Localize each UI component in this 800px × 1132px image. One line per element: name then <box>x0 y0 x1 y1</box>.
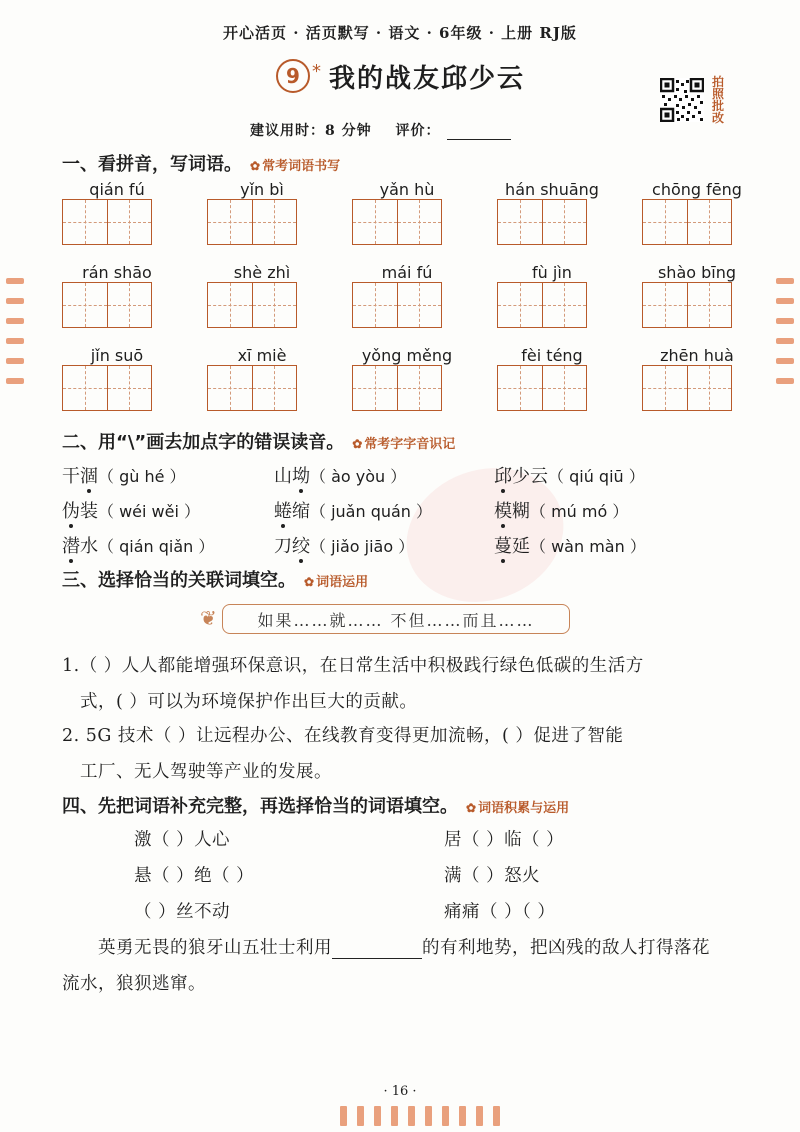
bottom-tick-strip <box>340 1106 500 1126</box>
pinyin-item: hán shuāng <box>497 180 607 245</box>
left-tick-strip <box>6 278 24 384</box>
writing-grid[interactable] <box>642 199 732 245</box>
pinyin-item: rán shāo <box>62 263 172 328</box>
pronunciation-item: 蔓延（ wàn màn ） <box>494 536 646 557</box>
writing-grid[interactable] <box>642 365 732 411</box>
section3-heading <box>62 566 368 592</box>
section3-tag: ✿ 词语运用 <box>304 575 369 590</box>
section1-heading <box>62 150 340 176</box>
pronunciation-item: 干涸（ gù hé ） <box>62 466 186 487</box>
pinyin-item: chōng fēng <box>642 180 752 245</box>
pinyin-item: fèi téng <box>497 346 607 411</box>
writing-grid[interactable] <box>352 199 442 245</box>
q2-line2: 工厂、无人驾驶等产业的发展。 <box>80 762 332 782</box>
series-header: 开心活页 · 活页默写 · 语文 · 6年级 · 上册 RJ版 <box>223 24 577 42</box>
pinyin-item: shè zhì <box>207 263 317 328</box>
pinyin-item: yǐn bì <box>207 180 317 245</box>
suggested-time: 建议用时：8 分钟 <box>250 123 372 139</box>
word-fill[interactable]: 满（ ）怒火 <box>444 866 541 886</box>
writing-grid[interactable] <box>497 199 587 245</box>
section1-tag: ✿ 常考词语书写 <box>250 159 341 174</box>
pronunciation-item: 刀绞（ jiǎo jiāo ） <box>274 536 415 557</box>
section2-title: 二、用“\”画去加点字的错误读音。 <box>62 432 345 453</box>
writing-grid[interactable] <box>642 282 732 328</box>
section2-tag: ✿ 常考字字音识记 <box>352 437 456 452</box>
writing-grid[interactable] <box>62 282 152 328</box>
writing-grid[interactable] <box>497 282 587 328</box>
fill-sentence-line2: 流水，狼狈逃窜。 <box>62 974 206 994</box>
section3-title: 三、选择恰当的关联词填空。 <box>62 570 296 591</box>
pinyin-row-2 <box>62 263 752 328</box>
right-tick-strip <box>776 278 794 384</box>
pinyin-item: mái fú <box>352 263 462 328</box>
word-fill[interactable]: 激（ ）人心 <box>134 830 231 850</box>
word-fill[interactable]: 居（ ）临（ ） <box>444 830 565 850</box>
q2-line1[interactable]: 2. 5G 技术（ ）让远程办公、在线教育变得更加流畅，( ）促进了智能 <box>62 726 624 746</box>
pronunciation-item: 山坳（ ào yòu ） <box>274 466 407 487</box>
rating-blank[interactable] <box>447 123 511 140</box>
writing-grid[interactable] <box>352 282 442 328</box>
writing-grid[interactable] <box>497 365 587 411</box>
pinyin-row-3 <box>62 346 752 411</box>
sentence-blank[interactable] <box>332 938 422 959</box>
q1-line1[interactable]: 1.（ ）人人都能增强环保意识，在日常生活中积极践行绿色低碳的生活方 <box>62 656 644 676</box>
meta-line <box>250 120 511 140</box>
word-fill[interactable]: （ ）丝不动 <box>134 902 231 922</box>
qr-caption: 拍 照 批 改 <box>712 75 725 125</box>
section4-heading <box>62 792 569 818</box>
qr-code-icon[interactable] <box>660 78 704 122</box>
writing-grid[interactable] <box>62 199 152 245</box>
flower-icon: ✿ <box>250 159 261 173</box>
section2-heading <box>62 428 455 454</box>
lesson-title: 我的战友邱少云 <box>329 63 526 94</box>
pronunciation-item: 潜水（ qián qiǎn ） <box>62 536 215 557</box>
star-mark: * <box>312 60 321 82</box>
writing-grid[interactable] <box>352 365 442 411</box>
pinyin-item: shào bīng <box>642 263 752 328</box>
pinyin-item: yǎn hù <box>352 180 462 245</box>
flower-icon: ✿ <box>304 575 315 589</box>
pronunciation-item: 伪装（ wéi wěi ） <box>62 501 201 522</box>
pinyin-item: fù jìn <box>497 263 607 328</box>
pronunciation-item: 邱少云（ qiú qiū ） <box>494 466 645 487</box>
pinyin-item: qián fú <box>62 180 172 245</box>
writing-grid[interactable] <box>62 365 152 411</box>
writing-grid[interactable] <box>207 282 297 328</box>
word-fill[interactable]: 痛痛（ ）（ ） <box>444 902 556 922</box>
pronunciation-item: 蜷缩（ juǎn quán ） <box>274 501 433 522</box>
lesson-number-badge: 9 <box>276 59 310 93</box>
section4-tag: ✿ 词语积累与运用 <box>466 801 570 816</box>
flower-icon: ✿ <box>352 437 363 451</box>
q1-line2[interactable]: 式，( ）可以为环境保护作出巨大的贡献。 <box>80 692 418 712</box>
pinyin-item: zhēn huà <box>642 346 752 411</box>
leaf-icon: ❦ <box>200 606 217 630</box>
fill-sentence-line1: 英勇无畏的狼牙山五壮士利用 的有利地势，把凶残的敌人打得落花 <box>98 938 710 958</box>
lesson-title-block <box>276 56 525 96</box>
flower-icon: ✿ <box>466 801 477 815</box>
pronunciation-list <box>62 462 702 567</box>
pinyin-item: yǒng měng <box>352 346 462 411</box>
pinyin-item: xī miè <box>207 346 317 411</box>
section1-title: 一、看拼音，写词语。 <box>62 154 242 175</box>
page-number: · 16 · <box>383 1084 417 1099</box>
word-fill[interactable]: 悬（ ）绝（ ） <box>134 866 255 886</box>
pinyin-row-1 <box>62 180 752 245</box>
pinyin-item: jǐn suō <box>62 346 172 411</box>
section4-title: 四、先把词语补充完整，再选择恰当的词语填空。 <box>62 796 458 817</box>
conjunction-options: 如果……就…… 不但……而且…… <box>222 604 570 634</box>
writing-grid[interactable] <box>207 199 297 245</box>
rating-label: 评价： <box>395 123 441 139</box>
pronunciation-item: 模糊（ mú mó ） <box>494 501 629 522</box>
writing-grid[interactable] <box>207 365 297 411</box>
